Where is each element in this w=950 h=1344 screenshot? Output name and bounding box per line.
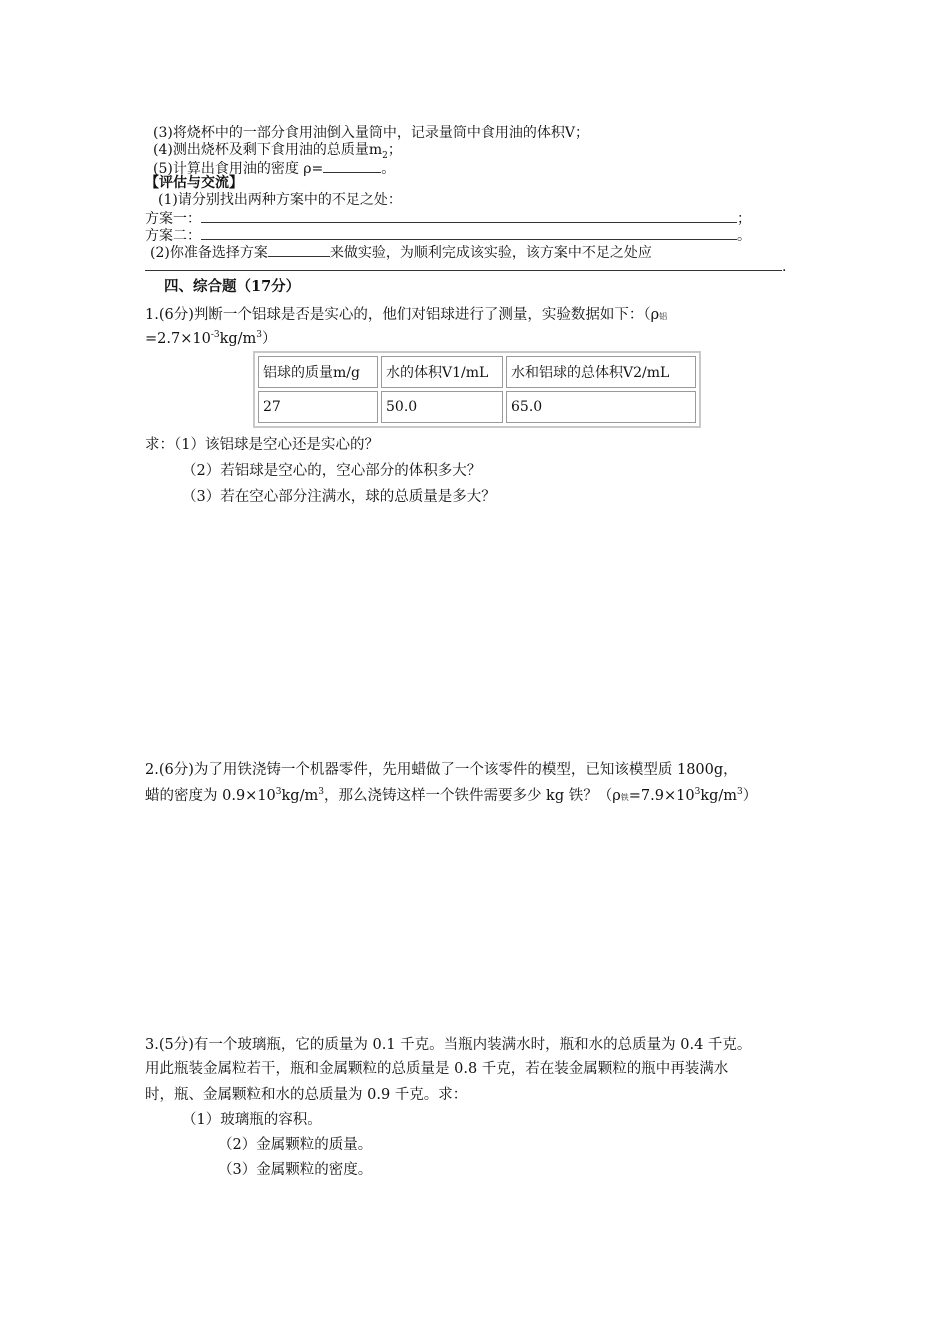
table-header-cell: 水和铝球的总体积V2/mL bbox=[506, 356, 696, 388]
problem-3-q3: （3）金属颗粒的密度。 bbox=[218, 1162, 373, 1178]
evaluation-q2: (2)你准备选择方案 来做实验，为顺利完成该实验，该方案中不足之处应 bbox=[150, 245, 652, 261]
problem-1-ask: 求：（1）该铝球是空心还是实心的？ bbox=[145, 437, 379, 453]
step-5: (5)计算出食用油的密度 ρ= 。 bbox=[153, 161, 396, 177]
problem-1-q2: （2）若铝球是空心的，空心部分的体积多大？ bbox=[182, 463, 482, 479]
table-cell: 27 bbox=[258, 391, 378, 423]
table-row bbox=[258, 391, 696, 423]
problem-2-line1: 2.(6分)为了用铁浇铸一个机器零件，先用蜡做了一个该零件的模型，已知该模型质 1800g， bbox=[145, 762, 738, 778]
density-blank[interactable] bbox=[323, 159, 381, 173]
table-header-row bbox=[258, 356, 696, 388]
problem-2-line2: 蜡的密度为 $0.9\times 10^3kg/m^3$，那么浇铸这样一个铁件需要多少 kg 铁？（ρ铁$=7.9\times 10^3kg/m^3$） bbox=[145, 787, 758, 804]
table-header-cell: 水的体积V1/mL bbox=[381, 356, 503, 388]
problem-3-line2: 用此瓶装金属粒若干，瓶和金属颗粒的总质量是 0.8 千克，若在装金属颗粒的瓶中再装满水 bbox=[145, 1061, 729, 1077]
table-cell: 50.0 bbox=[381, 391, 503, 423]
improvement-blank[interactable] bbox=[145, 257, 782, 271]
problem-3-line3: 时，瓶、金属颗粒和水的总质量为 0.9 千克。求： bbox=[145, 1087, 468, 1103]
improvement-line: . bbox=[145, 257, 786, 275]
table-cell: 65.0 bbox=[506, 391, 696, 423]
problem-3-line1: 3.(5分)有一个玻璃瓶，它的质量为 0.1 千克。当瓶内装满水时，瓶和水的总质量为 0.4 千克。 bbox=[145, 1037, 752, 1053]
problem-1-line2: $=2.7\times 10^{-3}kg/m^3$） bbox=[145, 330, 277, 347]
problem-1-q3: （3）若在空心部分注满水，球的总质量是多大？ bbox=[182, 489, 496, 505]
step-3: (3)将烧杯中的一部分食用油倒入量筒中，记录量筒中食用油的体积V； bbox=[153, 125, 589, 141]
plan2-blank[interactable] bbox=[201, 226, 737, 240]
section-title: 四、综合题（17分） bbox=[164, 278, 301, 295]
plan1-line: 方案一： ； bbox=[145, 211, 751, 227]
problem-3-q1: （1）玻璃瓶的容积。 bbox=[182, 1112, 322, 1128]
plan2-line: 方案二： 。 bbox=[145, 228, 751, 244]
evaluation-heading: 【评估与交流】 bbox=[145, 175, 243, 191]
step-4: (4)测出烧杯及剩下食用油的总质量$m_2$； bbox=[153, 142, 402, 161]
plan-choice-blank[interactable] bbox=[268, 243, 330, 257]
table-header-cell: 铝球的质量m/g bbox=[258, 356, 378, 388]
measurement-table bbox=[253, 351, 701, 428]
problem-3-q2: （2）金属颗粒的质量。 bbox=[218, 1137, 373, 1153]
problem-1-line1: 1.(6分)判断一个铝球是否是实心的，他们对铝球进行了测量，实验数据如下：（ρ铝 bbox=[145, 307, 668, 323]
plan1-blank[interactable] bbox=[201, 209, 737, 223]
evaluation-q1: (1)请分别找出两种方案中的不足之处： bbox=[158, 192, 402, 208]
